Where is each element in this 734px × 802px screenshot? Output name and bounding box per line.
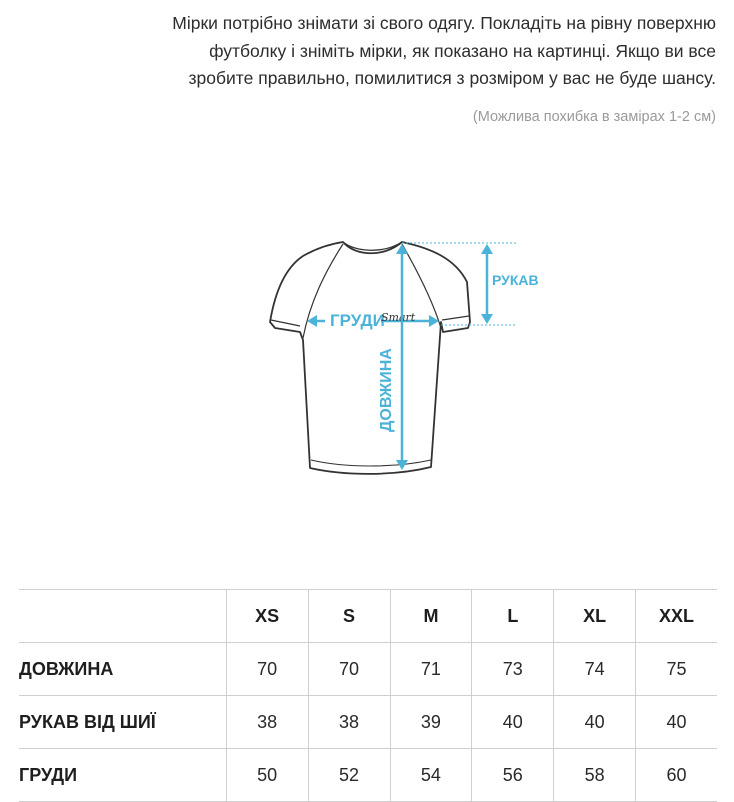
table-cell: 60 (636, 749, 717, 802)
intro-text (40, 10, 716, 93)
size-header: S (308, 590, 390, 643)
table-cell: 40 (554, 696, 636, 749)
size-header: XS (226, 590, 308, 643)
sleeve-arrow-head-top (481, 244, 493, 254)
table-cell: 71 (390, 643, 472, 696)
row-label: РУКАВ ВІД ШИЇ (19, 696, 226, 749)
table-cell: 40 (636, 696, 717, 749)
table-cell: 74 (554, 643, 636, 696)
size-header: XXL (636, 590, 717, 643)
size-header: XL (554, 590, 636, 643)
tshirt-measurement-diagram (255, 232, 545, 482)
intro-line: Мірки потрібно знімати зі свого одягу. Покладіть на рівну поверхню (172, 13, 716, 33)
measurement-error-note: (Можлива похибка в замірах 1-2 см) (472, 109, 716, 125)
table-cell: 70 (308, 643, 390, 696)
length-label: ДОВЖИНА (378, 348, 395, 432)
table-cell: 52 (308, 749, 390, 802)
size-header: M (390, 590, 472, 643)
size-header: L (472, 590, 554, 643)
table-cell: 58 (554, 749, 636, 802)
table-row-chest (19, 749, 717, 802)
table-cell: 54 (390, 749, 472, 802)
tshirt-outline (270, 242, 470, 474)
table-cell: 39 (390, 696, 472, 749)
table-cell: 56 (472, 749, 554, 802)
table-cell: 40 (472, 696, 554, 749)
size-header-row (19, 590, 717, 643)
intro-line: зробите правильно, помилитися з розміром у вас не буде шансу. (188, 68, 716, 88)
table-cell: 38 (226, 696, 308, 749)
header-empty-cell (19, 590, 226, 643)
table-cell: 50 (226, 749, 308, 802)
intro-line: футболку і зніміть мірки, як показано на картинці. Якщо ви все (209, 40, 716, 61)
table-row-sleeve (19, 696, 717, 749)
brand-logo: Smart (381, 311, 416, 324)
size-chart-table (19, 589, 717, 802)
row-label: ГРУДИ (19, 749, 226, 802)
sleeve-arrow-head-bottom (481, 314, 493, 324)
row-label: ДОВЖИНА (19, 643, 226, 696)
table-row-length (19, 643, 717, 696)
table-cell: 38 (308, 696, 390, 749)
table-cell: 75 (636, 643, 717, 696)
table-cell: 73 (472, 643, 554, 696)
chest-label: ГРУДИ (330, 311, 385, 330)
sleeve-label: РУКАВ (492, 272, 539, 288)
table-cell: 70 (226, 643, 308, 696)
